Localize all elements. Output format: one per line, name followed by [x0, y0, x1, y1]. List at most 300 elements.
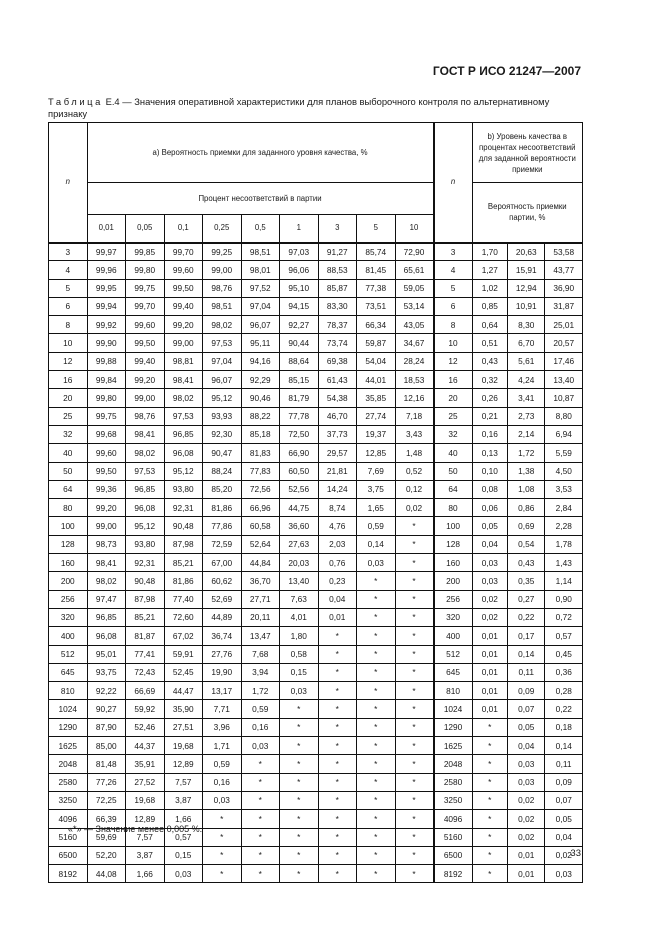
n-cell-right: 512: [434, 645, 473, 663]
n-cell-right: 5: [434, 279, 473, 297]
quality-level-cell: *: [472, 791, 507, 809]
acceptance-cell: 27,74: [357, 407, 396, 425]
acceptance-cell: 96,06: [280, 261, 319, 279]
quality-level-cell: 0,90: [545, 590, 583, 608]
quality-level-cell: 4,50: [545, 462, 583, 480]
n-cell-right: 200: [434, 572, 473, 590]
quality-level-cell: 0,02: [472, 608, 507, 626]
acceptance-cell: 77,26: [87, 773, 126, 791]
acceptance-cell: 73,74: [318, 334, 357, 352]
acceptance-cell: *: [395, 590, 434, 608]
acceptance-cell: 99,50: [87, 462, 126, 480]
n-cell-right: 645: [434, 663, 473, 681]
quality-level-cell: 3,41: [508, 389, 545, 407]
acceptance-cell: 90,44: [280, 334, 319, 352]
acceptance-cell: 3,87: [164, 791, 203, 809]
acceptance-cell: 0,02: [395, 499, 434, 517]
acceptance-cell: 21,81: [318, 462, 357, 480]
acceptance-cell: 99,68: [87, 425, 126, 443]
acceptance-cell: 52,46: [126, 718, 165, 736]
table-row: [49, 572, 583, 590]
acceptance-cell: 96,85: [126, 480, 165, 498]
acceptance-cell: 99,94: [87, 297, 126, 315]
acceptance-cell: 28,24: [395, 352, 434, 370]
acceptance-cell: *: [318, 755, 357, 773]
level-header-cell: 1: [280, 215, 319, 243]
acceptance-cell: 0,58: [280, 645, 319, 663]
acceptance-cell: *: [241, 865, 280, 883]
acceptance-cell: *: [395, 810, 434, 828]
acceptance-cell: 90,46: [241, 389, 280, 407]
quality-level-cell: *: [472, 810, 507, 828]
acceptance-cell: 66,69: [126, 682, 165, 700]
quality-level-cell: 0,02: [508, 791, 545, 809]
acceptance-cell: *: [318, 700, 357, 718]
quality-level-cell: 0,03: [508, 773, 545, 791]
acceptance-cell: 19,37: [357, 425, 396, 443]
n-cell-right: 16: [434, 371, 473, 389]
quality-level-cell: 0,03: [545, 865, 583, 883]
quality-level-cell: 8,80: [545, 407, 583, 425]
quality-level-cell: 6,70: [508, 334, 545, 352]
acceptance-cell: 72,25: [87, 791, 126, 809]
acceptance-cell: 20,11: [241, 608, 280, 626]
quality-level-cell: 0,22: [508, 608, 545, 626]
acceptance-cell: 13,47: [241, 627, 280, 645]
table-row: [49, 316, 583, 334]
n-cell: 2580: [49, 773, 88, 791]
acceptance-cell: 36,60: [280, 517, 319, 535]
acceptance-cell: 94,15: [280, 297, 319, 315]
acceptance-cell: *: [318, 645, 357, 663]
acceptance-cell: 44,75: [280, 499, 319, 517]
table-row: [49, 517, 583, 535]
acceptance-cell: *: [395, 608, 434, 626]
n-cell-right: 8: [434, 316, 473, 334]
n-cell: 50: [49, 462, 88, 480]
acceptance-cell: *: [357, 608, 396, 626]
acceptance-cell: 0,03: [203, 791, 242, 809]
table-row: [49, 627, 583, 645]
table-row: [49, 499, 583, 517]
acceptance-cell: 99,84: [87, 371, 126, 389]
quality-level-cell: 20,63: [508, 243, 545, 261]
header-n-right: n: [434, 123, 473, 243]
acceptance-cell: 99,00: [164, 334, 203, 352]
acceptance-cell: *: [357, 791, 396, 809]
acceptance-cell: 0,04: [318, 590, 357, 608]
acceptance-cell: 66,39: [87, 810, 126, 828]
acceptance-cell: 90,27: [87, 700, 126, 718]
acceptance-cell: 7,57: [164, 773, 203, 791]
table-row: [49, 334, 583, 352]
n-cell-right: 1024: [434, 700, 473, 718]
quality-level-cell: 0,13: [472, 444, 507, 462]
acceptance-cell: 52,56: [280, 480, 319, 498]
acceptance-cell: 72,50: [280, 425, 319, 443]
quality-level-cell: 0,36: [545, 663, 583, 681]
n-cell-right: 1625: [434, 737, 473, 755]
acceptance-cell: 0,23: [318, 572, 357, 590]
acceptance-cell: *: [395, 773, 434, 791]
acceptance-cell: 59,69: [87, 828, 126, 846]
acceptance-cell: 77,86: [203, 517, 242, 535]
acceptance-cell: *: [241, 828, 280, 846]
quality-level-cell: 0,51: [472, 334, 507, 352]
quality-level-cell: 0,05: [472, 517, 507, 535]
acceptance-cell: 93,75: [87, 663, 126, 681]
acceptance-cell: 66,96: [241, 499, 280, 517]
acceptance-cell: *: [357, 865, 396, 883]
acceptance-cell: *: [395, 554, 434, 572]
level-header-cell: 3: [318, 215, 357, 243]
acceptance-cell: 95,01: [87, 645, 126, 663]
acceptance-cell: 8,74: [318, 499, 357, 517]
n-cell-right: 4: [434, 261, 473, 279]
table-row: [49, 297, 583, 315]
acceptance-cell: 95,12: [126, 517, 165, 535]
acceptance-cell: *: [318, 737, 357, 755]
acceptance-cell: 7,69: [357, 462, 396, 480]
quality-level-cell: 25,01: [545, 316, 583, 334]
n-cell: 25: [49, 407, 88, 425]
quality-level-cell: 0,04: [472, 535, 507, 553]
quality-level-cell: 0,03: [472, 554, 507, 572]
n-cell: 128: [49, 535, 88, 553]
acceptance-cell: 0,15: [164, 846, 203, 864]
acceptance-cell: 98,41: [87, 554, 126, 572]
acceptance-cell: *: [318, 791, 357, 809]
acceptance-cell: 12,89: [126, 810, 165, 828]
table-row: [49, 645, 583, 663]
acceptance-cell: *: [280, 828, 319, 846]
acceptance-cell: 85,21: [126, 608, 165, 626]
acceptance-cell: 99,96: [87, 261, 126, 279]
quality-level-cell: 1,70: [472, 243, 507, 261]
acceptance-cell: 0,03: [357, 554, 396, 572]
acceptance-cell: 92,27: [280, 316, 319, 334]
acceptance-cell: *: [357, 663, 396, 681]
acceptance-cell: 81,86: [203, 499, 242, 517]
acceptance-cell: *: [318, 663, 357, 681]
acceptance-cell: *: [318, 682, 357, 700]
acceptance-cell: 98,41: [126, 425, 165, 443]
acceptance-cell: 54,38: [318, 389, 357, 407]
acceptance-cell: 99,80: [87, 389, 126, 407]
quality-level-cell: 1,78: [545, 535, 583, 553]
acceptance-cell: *: [357, 572, 396, 590]
acceptance-cell: 34,67: [395, 334, 434, 352]
acceptance-cell: 14,24: [318, 480, 357, 498]
table-row: [49, 663, 583, 681]
acceptance-cell: 87,98: [126, 590, 165, 608]
acceptance-cell: 99,20: [87, 499, 126, 517]
acceptance-cell: 95,11: [241, 334, 280, 352]
quality-level-cell: 2,73: [508, 407, 545, 425]
quality-level-cell: 0,09: [545, 773, 583, 791]
acceptance-cell: 97,03: [280, 243, 319, 261]
acceptance-cell: 88,53: [318, 261, 357, 279]
acceptance-cell: 96,85: [87, 608, 126, 626]
acceptance-cell: 59,87: [357, 334, 396, 352]
acceptance-cell: 2,03: [318, 535, 357, 553]
quality-level-cell: 5,59: [545, 444, 583, 462]
n-cell-right: 8192: [434, 865, 473, 883]
acceptance-cell: 97,04: [241, 297, 280, 315]
quality-level-cell: 0,01: [472, 627, 507, 645]
acceptance-cell: 98,02: [203, 316, 242, 334]
acceptance-cell: *: [395, 791, 434, 809]
page-number: 33: [570, 848, 581, 859]
quality-level-cell: *: [472, 755, 507, 773]
acceptance-cell: 77,38: [357, 279, 396, 297]
acceptance-cell: 12,89: [164, 755, 203, 773]
acceptance-cell: 44,08: [87, 865, 126, 883]
acceptance-cell: 7,63: [280, 590, 319, 608]
level-header-cell: 0,05: [126, 215, 165, 243]
acceptance-cell: 99,00: [203, 261, 242, 279]
quality-level-cell: 5,61: [508, 352, 545, 370]
acceptance-cell: 7,57: [126, 828, 165, 846]
acceptance-cell: 99,88: [87, 352, 126, 370]
acceptance-cell: 81,86: [164, 572, 203, 590]
acceptance-cell: 0,57: [164, 828, 203, 846]
n-cell-right: 256: [434, 590, 473, 608]
quality-level-cell: 20,57: [545, 334, 583, 352]
quality-level-cell: 0,85: [472, 297, 507, 315]
acceptance-cell: 59,05: [395, 279, 434, 297]
acceptance-cell: 95,12: [164, 462, 203, 480]
acceptance-cell: *: [280, 700, 319, 718]
acceptance-cell: *: [395, 645, 434, 663]
acceptance-cell: 98,02: [126, 444, 165, 462]
quality-level-cell: 0,06: [472, 499, 507, 517]
quality-level-cell: 0,21: [472, 407, 507, 425]
quality-level-cell: 1,27: [472, 261, 507, 279]
acceptance-cell: 1,66: [126, 865, 165, 883]
acceptance-cell: 54,04: [357, 352, 396, 370]
acceptance-cell: 99,40: [164, 297, 203, 315]
acceptance-cell: *: [357, 755, 396, 773]
level-header-cell: 0,1: [164, 215, 203, 243]
quality-level-cell: 0,10: [472, 462, 507, 480]
quality-level-cell: 0,02: [472, 590, 507, 608]
acceptance-cell: 98,76: [126, 407, 165, 425]
acceptance-cell: *: [203, 865, 242, 883]
acceptance-cell: 72,43: [126, 663, 165, 681]
acceptance-cell: 90,47: [203, 444, 242, 462]
quality-level-cell: 0,03: [508, 755, 545, 773]
quality-level-cell: 0,05: [545, 810, 583, 828]
acceptance-cell: *: [395, 846, 434, 864]
table-row: [49, 608, 583, 626]
acceptance-cell: *: [280, 773, 319, 791]
acceptance-cell: *: [280, 865, 319, 883]
acceptance-cell: 72,60: [164, 608, 203, 626]
acceptance-cell: 3,87: [126, 846, 165, 864]
acceptance-cell: 99,95: [87, 279, 126, 297]
n-cell: 64: [49, 480, 88, 498]
acceptance-cell: 7,71: [203, 700, 242, 718]
acceptance-cell: 59,92: [126, 700, 165, 718]
acceptance-cell: 67,02: [164, 627, 203, 645]
acceptance-cell: *: [241, 810, 280, 828]
acceptance-cell: 44,37: [126, 737, 165, 755]
acceptance-cell: 46,70: [318, 407, 357, 425]
acceptance-cell: 99,70: [126, 297, 165, 315]
quality-level-cell: 0,07: [545, 791, 583, 809]
acceptance-cell: 0,59: [357, 517, 396, 535]
acceptance-cell: 98,41: [164, 371, 203, 389]
acceptance-cell: *: [357, 846, 396, 864]
acceptance-cell: 94,16: [241, 352, 280, 370]
acceptance-cell: 18,53: [395, 371, 434, 389]
acceptance-cell: 29,57: [318, 444, 357, 462]
acceptance-cell: *: [203, 828, 242, 846]
n-cell: 8: [49, 316, 88, 334]
acceptance-cell: 53,14: [395, 297, 434, 315]
header-percent-defective: Процент несоответствий в партии: [87, 183, 434, 215]
quality-level-cell: 0,01: [472, 663, 507, 681]
acceptance-cell: *: [280, 737, 319, 755]
acceptance-cell: 77,41: [126, 645, 165, 663]
acceptance-cell: 97,47: [87, 590, 126, 608]
acceptance-cell: *: [395, 682, 434, 700]
acceptance-cell: 66,34: [357, 316, 396, 334]
n-cell-right: 4096: [434, 810, 473, 828]
acceptance-cell: 19,68: [126, 791, 165, 809]
acceptance-cell: 72,56: [241, 480, 280, 498]
acceptance-cell: 85,74: [357, 243, 396, 261]
acceptance-cell: 44,01: [357, 371, 396, 389]
n-cell-right: 400: [434, 627, 473, 645]
acceptance-cell: 97,04: [203, 352, 242, 370]
n-cell-right: 3: [434, 243, 473, 261]
n-cell: 4: [49, 261, 88, 279]
quality-level-cell: 0,01: [508, 865, 545, 883]
acceptance-cell: 61,43: [318, 371, 357, 389]
acceptance-cell: 96,85: [164, 425, 203, 443]
quality-level-cell: 43,77: [545, 261, 583, 279]
header-section-a: а) Вероятность приемки для заданного уровня качества, %: [87, 123, 434, 183]
level-header-cell: 0,01: [87, 215, 126, 243]
quality-level-cell: *: [472, 865, 507, 883]
acceptance-cell: 0,03: [164, 865, 203, 883]
acceptance-cell: 1,48: [395, 444, 434, 462]
acceptance-cell: 65,61: [395, 261, 434, 279]
acceptance-cell: 98,76: [203, 279, 242, 297]
acceptance-cell: 99,85: [126, 243, 165, 261]
acceptance-cell: *: [357, 810, 396, 828]
table-row: [49, 444, 583, 462]
acceptance-cell: 98,51: [203, 297, 242, 315]
acceptance-cell: 0,03: [280, 682, 319, 700]
acceptance-cell: 0,16: [241, 718, 280, 736]
acceptance-cell: *: [357, 773, 396, 791]
acceptance-cell: 99,20: [126, 371, 165, 389]
acceptance-cell: 0,12: [395, 480, 434, 498]
quality-level-cell: 0,35: [508, 572, 545, 590]
acceptance-cell: 12,85: [357, 444, 396, 462]
quality-level-cell: 0,28: [545, 682, 583, 700]
table-row: [49, 480, 583, 498]
quality-level-cell: 0,69: [508, 517, 545, 535]
quality-level-cell: 0,02: [508, 810, 545, 828]
acceptance-cell: 91,27: [318, 243, 357, 261]
acceptance-cell: *: [357, 590, 396, 608]
acceptance-cell: 1,66: [164, 810, 203, 828]
acceptance-cell: 77,40: [164, 590, 203, 608]
n-cell: 5: [49, 279, 88, 297]
acceptance-cell: 87,98: [164, 535, 203, 553]
table-row: [49, 352, 583, 370]
quality-level-cell: *: [472, 718, 507, 736]
quality-level-cell: 1,72: [508, 444, 545, 462]
acceptance-cell: 95,12: [203, 389, 242, 407]
acceptance-cell: 85,18: [241, 425, 280, 443]
acceptance-cell: *: [395, 517, 434, 535]
acceptance-cell: 27,51: [164, 718, 203, 736]
table-row: [49, 371, 583, 389]
acceptance-cell: 99,40: [126, 352, 165, 370]
quality-level-cell: 1,38: [508, 462, 545, 480]
quality-level-cell: 0,17: [508, 627, 545, 645]
quality-level-cell: 4,24: [508, 371, 545, 389]
acceptance-cell: 98,01: [241, 261, 280, 279]
table-row: [49, 791, 583, 809]
acceptance-cell: 0,03: [241, 737, 280, 755]
n-cell-right: 5160: [434, 828, 473, 846]
acceptance-cell: *: [318, 773, 357, 791]
acceptance-cell: 44,89: [203, 608, 242, 626]
acceptance-cell: 98,81: [164, 352, 203, 370]
table-row: [49, 700, 583, 718]
acceptance-cell: *: [280, 791, 319, 809]
quality-level-cell: 0,54: [508, 535, 545, 553]
quality-level-cell: 31,87: [545, 297, 583, 315]
acceptance-cell: 92,31: [126, 554, 165, 572]
n-cell: 16: [49, 371, 88, 389]
acceptance-cell: 81,45: [357, 261, 396, 279]
acceptance-cell: 60,58: [241, 517, 280, 535]
n-cell: 8192: [49, 865, 88, 883]
table-row: [49, 718, 583, 736]
quality-level-cell: 13,40: [545, 371, 583, 389]
table-row: [49, 737, 583, 755]
acceptance-cell: 4,01: [280, 608, 319, 626]
quality-level-cell: 6,94: [545, 425, 583, 443]
quality-level-cell: 0,05: [508, 718, 545, 736]
acceptance-cell: 90,48: [126, 572, 165, 590]
acceptance-cell: 60,62: [203, 572, 242, 590]
acceptance-cell: 59,91: [164, 645, 203, 663]
quality-level-cell: 1,14: [545, 572, 583, 590]
acceptance-cell: *: [357, 682, 396, 700]
acceptance-cell: 1,65: [357, 499, 396, 517]
quality-level-cell: 0,11: [545, 755, 583, 773]
acceptance-cell: 99,90: [87, 334, 126, 352]
acceptance-cell: *: [318, 865, 357, 883]
acceptance-cell: 81,79: [280, 389, 319, 407]
n-cell: 80: [49, 499, 88, 517]
n-cell: 1290: [49, 718, 88, 736]
acceptance-cell: 77,83: [241, 462, 280, 480]
header-acceptance-probability: Вероятность приемки партии, %: [472, 183, 582, 243]
quality-level-cell: *: [472, 846, 507, 864]
acceptance-cell: *: [280, 755, 319, 773]
acceptance-cell: 99,75: [126, 279, 165, 297]
quality-level-cell: 0,01: [472, 645, 507, 663]
